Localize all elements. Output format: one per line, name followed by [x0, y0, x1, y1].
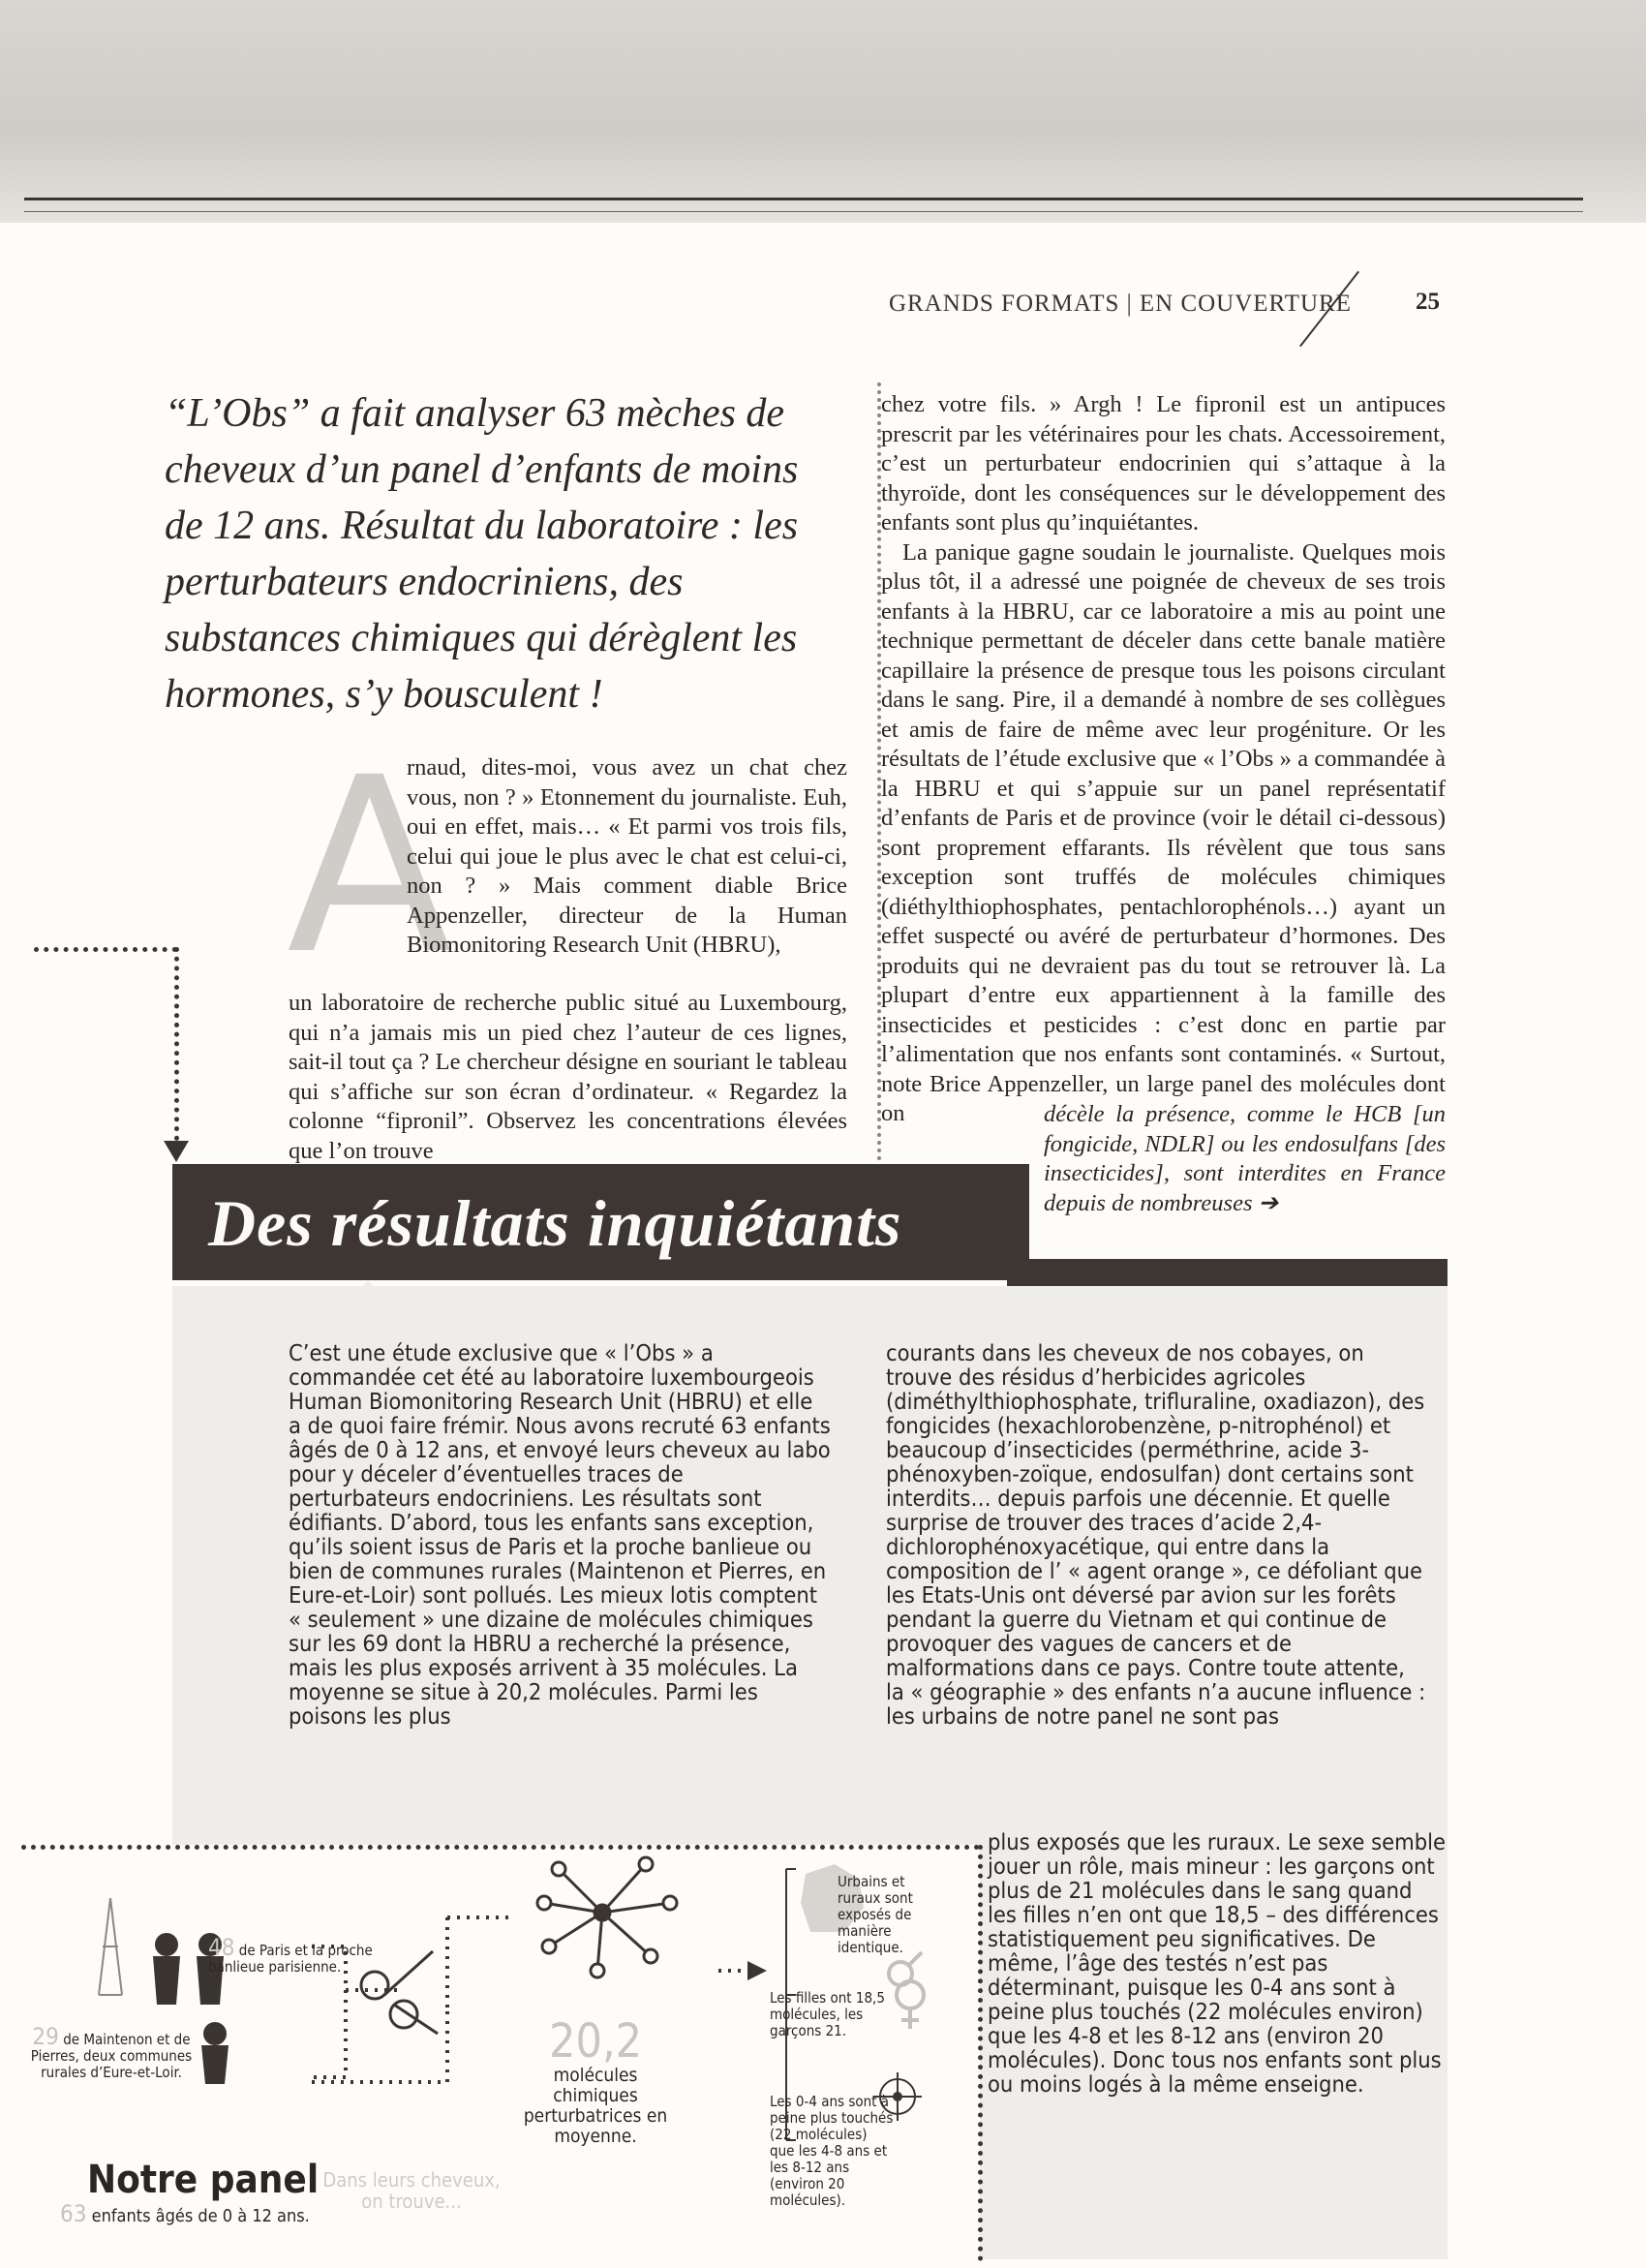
rural-count-block [29, 2023, 194, 2081]
section-header: GRANDS FORMATS | EN COUVERTURE [889, 291, 1352, 317]
molecule-icon [537, 1857, 677, 1977]
rural-count: 29 [32, 2023, 59, 2050]
article-column-2-end: décèle la présence, comme le HCB [un fongicide, NDLR] ou les endosulfans [des insecticides], sont interdites en France depuis de nombreuses ➔ [1044, 1101, 1446, 1216]
dotted-connector-h [34, 947, 177, 952]
article-column-2 [881, 390, 1446, 1129]
average-value: 20,2 [549, 2014, 643, 2069]
drop-cap: A [287, 725, 453, 1007]
panel-count: 63 [60, 2200, 87, 2227]
average-label: molécules chimiques perturbatrices en moyenne. [523, 2065, 668, 2147]
results-text-col-3: plus exposés que les ruraux. Le sexe semble jouer un rôle, mais mineur : les garçons ont plus de 21 molécules dans le sang quand les filles n’en ont que 18,5 – des différences statistiquement peu significatives. De même, l’âge des testés n’est pas déterminant, puisque les 0-4 ans sont à peine plus touchés (22 molécules environ) que les 4-8 et les 8-12 ans (environ 20 molécules). Donc tous nos enfants sont plus ou moins logés à la même enseigne. [988, 1828, 1447, 2098]
arrow-down-icon [164, 1141, 189, 1162]
intro-continuation: un laboratoire de recherche public situé au Luxembourg, qui n’a jamais mis un pied chez l’auteur de ces lignes, sait-il tout ça ? Le chercheur désigne en souriant le tableau qui s’affiche sur son écran d’ordinateur. « Regardez la colonne “fipronil”. Observez les concentrations élevées que l’on trouve [289, 990, 847, 1164]
col2-paragraph-1: chez votre fils. » Argh ! Le fipronil est un antipuces prescrit par les vétérinaires pour les chats. Accessoirement, c’est un perturbateur endocrinien qui s’attaque à la thyroïde, dont les conséquences sur le développement des enfants sont plus qu’inquiétantes. [881, 391, 1446, 536]
note-age: Les 0-4 ans sont à peine plus touchés (22 molécules) que les 4-8 ans et les 8-12 ans (environ 20 molécules). [770, 2093, 894, 2209]
panel-sub-block [60, 2200, 310, 2227]
results-text-col-1: C’est une étude exclusive que « l’Obs » a commandée cet été au laboratoire luxembourgeois Human Biomonitoring Research Unit (HBRU) et elle a de quoi faire frémir. Nous avons recruté 63 enfants âgés de 0 à 12 ans, et envoyé leurs cheveux au labo pour y déceler d’éventuelles traces de perturbateurs endocriniens. Les résultats sont édifiants. D’abord, tous les enfants sans exception, qu’ils soient issus de Paris et la proche banlieue ou bien de communes rurales (Maintenon et Pierres, en Eure-et-Loir) sont pollués. Les mieux lotis comptent « seulement » une dizaine de molécules chimiques sur les 69 dont la HBRU a recherché la présence, mais les plus exposés arrivent à 35 molécules. La moyenne se situe à 20,2 molécules. Parmi les poisons les plus [289, 1339, 831, 1730]
children-rural-icon [201, 2022, 229, 2084]
page-number: 25 [1416, 289, 1440, 315]
note-sex: Les filles ont 18,5 molécules, les garçons 21. [770, 1989, 885, 2039]
scan-margin [0, 0, 1646, 223]
scissors-caption: Dans leurs cheveux, on trouve... [322, 2168, 501, 2213]
results-text-col-2: courants dans les cheveux de nos cobayes, on trouve des résidus d’herbicides agricoles (diméthylthiophosphate, trifluraline, oxadiazon), des fongicides (hexachlorobenzène, p-nitrophénol) et beaucoup d’insecticides (perméthrine, acide 3-phénoxyben-zoïque, endosulfan) dont certains sont interdits… depuis parfois une décennie. Et quelle surprise de trouver des traces d’acide 2,4-dichlorophénoxyacétique, qui entre dans la composition de l’ « agent orange », ce défoliant que les Etats-Unis ont déversé par avion sur les forêts pendant la guerre du Vietnam et qui continue de provoquer des vagues de cancers et de malformations dans ce pays. Contre toute attente, la « géographie » des enfants n’a aucune influence : les urbains de notre panel ne sont pas [886, 1339, 1426, 1730]
eiffel-tower-icon [99, 1898, 122, 1995]
panel-title: Notre panel [87, 2158, 320, 2202]
results-banner-ext [1007, 1259, 1448, 1288]
rural-label: de Maintenon et de Pierres, deux communes rurales d’Eure-et-Loir. [30, 2031, 193, 2081]
panel-sub: enfants âgés de 0 à 12 ans. [91, 2206, 310, 2226]
intro-first-lines: rnaud, dites-moi, vous avez un chat chez vous, non ? » Etonnement du journaliste. Euh, oui en effet, mais… « Et parmi vos trois fils, celui qui joue le plus avec le chat est celui-ci, non ? » Mais comment diable Brice Appenzeller, directeur de la Human Biomonitoring Research Unit (HBRU), [407, 754, 847, 958]
note-geo: Urbains et ruraux sont exposés de manière identique. [838, 1873, 913, 1956]
col2-paragraph-2: La panique gagne soudain le journaliste. Quelques mois plus tôt, il a adressé une poignée de cheveux de ses trois enfants à la HBRU, car ce laboratoire a mis au point une technique permettant de déceler dans cette banale matière capillaire la présence de presque tous les poisons circulant dans le sang. Pire, il a demandé à nombre de ses collègues et amis de faire de même avec leur progéniture. Or les résultats de l’étude exclusive que « l’Obs » a commandée à la HBRU et qui s’appuie sur un panel représentatif d’enfants de Paris et de province (voir le détail ci-dessous) sont proprement effarants. Ils révèlent que tous sans exception sont truffés de molécules chimiques (diéthylthiophosphates, pentachlorophénols…) ayant un effet suspecté ou avéré de perturbateur d’hormones. Des produits qui ne devraient pas du tout se retrouver là. La plupart d’entre eux appartiennent à la famille des insecticides et pesticides : c’est donc en partie par l’alimentation que nos enfants sont contaminés. « Surtout, note Brice Appenzeller, un large panel des molécules dont on [881, 538, 1446, 1126]
speech-notch [354, 1280, 381, 1298]
paris-count: 48 [208, 1934, 235, 1961]
top-rule [24, 198, 1583, 200]
top-rule-thin [24, 211, 1583, 212]
results-title: Des résultats inquiétants [208, 1186, 902, 1260]
paris-count-block [208, 1934, 373, 1976]
article-deck: “L’Obs” a fait analyser 63 mèches de cheveux d’un panel d’enfants de moins de 12 ans. Résultat du laboratoire : les perturbateurs endocriniens, des substances chimiques qui dérèglent les hormones, s’y bousculent ! [165, 391, 799, 717]
paris-label: de Paris et la proche banlieue parisienne. [208, 1942, 373, 1976]
dotted-connector-v [174, 947, 179, 1141]
